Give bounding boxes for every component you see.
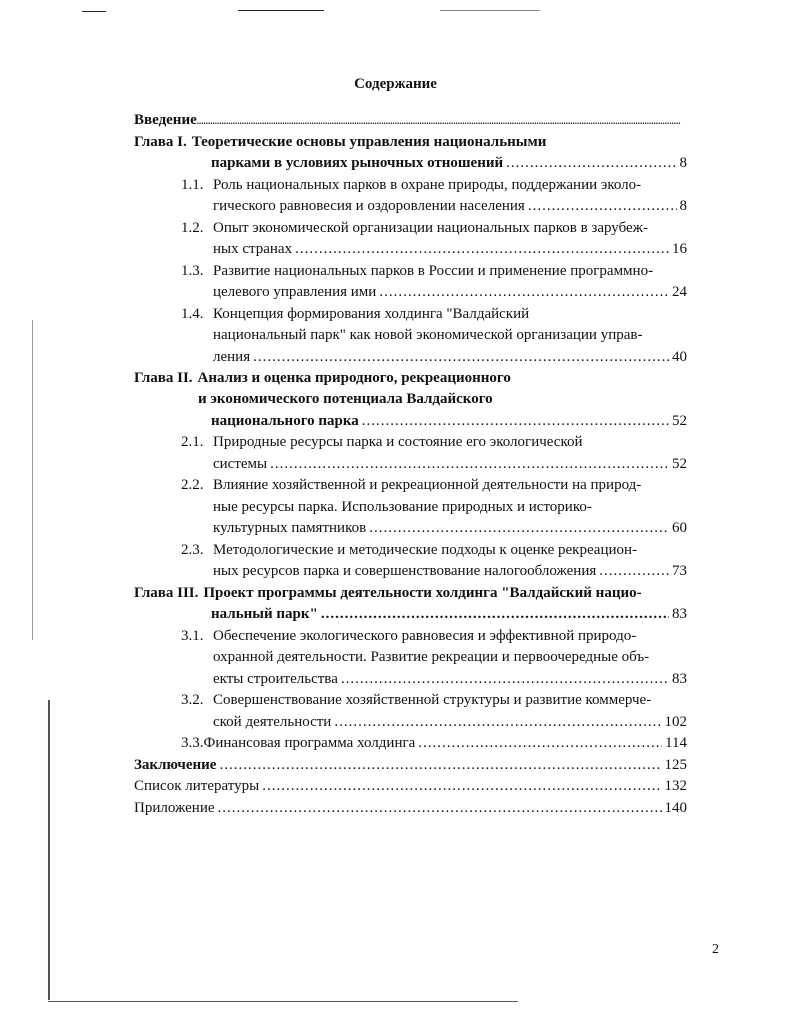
toc-page-number: 16 [672, 241, 687, 257]
toc-section-title: екты строительства [213, 671, 338, 687]
toc-leader [334, 712, 661, 732]
toc-section-number: 2.3. [181, 542, 204, 558]
toc-section-1-1-line-1 [181, 175, 701, 195]
toc-section-title: ных ресурсов парка и совершенствование налогообложения [213, 563, 597, 579]
toc-chapter-label: Глава II. [134, 370, 193, 386]
toc-chapter-label: Глава III. [134, 585, 199, 601]
toc-section-2-2-line-3 [213, 518, 687, 538]
toc-section-number: 3.3. [181, 735, 204, 751]
toc-page-number: 8 [679, 198, 687, 214]
toc-page-number: 140 [664, 800, 687, 816]
toc-section-title: Роль национальных парков в охране природы, поддержании эколо- [213, 177, 642, 193]
scan-mark-top-far [440, 10, 540, 11]
toc-section-number: 3.1. [181, 628, 204, 644]
toc-page-number: 52 [672, 413, 687, 429]
toc-section-2-1-line-1 [181, 432, 681, 452]
toc-section-3-2-line-2 [213, 712, 687, 732]
toc-leader [379, 282, 669, 302]
toc-section-title: Финансовая программа холдинга [203, 735, 416, 751]
toc-section-number: 2.1. [181, 434, 204, 450]
toc-leader [418, 733, 662, 753]
toc-section-title: Влияние хозяйственной и рекреационной деятельности на природ- [213, 477, 642, 493]
toc-leader [295, 239, 669, 259]
toc-section-title: ные ресурсы парка. Использование природных и историко- [213, 499, 592, 515]
toc-chapter-title: Анализ и оценка природного, рекреационного [197, 370, 511, 386]
toc-section-1-3-line-1 [181, 261, 721, 281]
toc-entry-intro [134, 110, 684, 130]
toc-section-number: 3.2. [181, 692, 204, 708]
toc-section-1-4-line-1 [181, 304, 701, 324]
page-number: 2 [712, 942, 719, 957]
toc-section-title: Опыт экономической организации национальных парков в зарубеж- [213, 220, 649, 236]
toc-chapter-1-line-1 [134, 132, 684, 152]
toc-leader [362, 411, 669, 431]
toc-entry-text: Приложение [134, 800, 215, 816]
toc-section-number: 1.3. [181, 263, 204, 279]
toc-page-number: 83 [672, 606, 687, 622]
toc-page-number: 132 [664, 778, 687, 794]
toc-section-1-1-line-2 [213, 196, 687, 216]
toc-section-3-3 [181, 733, 687, 753]
toc-section-number: 1.4. [181, 306, 204, 322]
toc-section-2-3-line-1 [181, 540, 711, 560]
toc-chapter-1-line-2 [211, 153, 687, 173]
scan-mark-top-left [82, 11, 106, 12]
toc-chapter-2-line-2 [198, 389, 678, 409]
toc-section-title: ской деятельности [213, 714, 332, 730]
toc-chapter-label: Глава I. [134, 134, 187, 150]
toc-entry-text: Список литературы [134, 778, 260, 794]
toc-section-1-4-line-3 [213, 347, 687, 367]
toc-section-2-3-line-2 [213, 561, 687, 581]
toc-chapter-3-line-1 [134, 583, 714, 603]
toc-chapter-title: Теоретические основы управления национальными [191, 134, 547, 150]
toc-page-number: 8 [679, 155, 687, 171]
toc-page-number: 60 [672, 520, 687, 536]
toc-section-number: 1.2. [181, 220, 204, 236]
scan-edge-left [32, 320, 33, 640]
toc-section-3-1-line-1 [181, 626, 711, 646]
toc-section-title: Развитие национальных парков в России и применение программно- [213, 263, 654, 279]
toc-section-title: культурных памятников [213, 520, 367, 536]
toc-entry-conclusion [134, 755, 687, 775]
toc-leader [599, 561, 669, 581]
toc-section-title: системы [213, 456, 268, 472]
toc-chapter-3-line-2 [211, 604, 687, 624]
toc-leader [262, 776, 661, 796]
page-title: Содержание [354, 76, 437, 92]
toc-section-title: Обеспечение экологического равновесия и эффективной природо- [213, 628, 637, 644]
toc-leader [253, 347, 669, 367]
toc-section-number: 2.2. [181, 477, 204, 493]
toc-leader [369, 518, 669, 538]
toc-chapter-title: парками в условиях рыночных отношений [211, 155, 504, 171]
toc-chapter-2-line-3 [211, 411, 687, 431]
toc-entry-appendix [134, 798, 687, 818]
scan-edge-bottom [48, 1001, 518, 1002]
toc-leader [528, 196, 677, 216]
toc-section-title: ных странах [213, 241, 293, 257]
toc-section-1-2-line-1 [181, 218, 711, 238]
toc-entry-bibliography [134, 776, 687, 796]
scan-edge-left-lower [48, 700, 50, 1000]
toc-section-1-4-line-2 [213, 325, 713, 345]
toc-leader [270, 454, 669, 474]
toc-section-title: охранной деятельности. Развитие рекреации и первоочередные объ- [213, 649, 650, 665]
toc-entry-text: Заключение [134, 757, 217, 773]
toc-chapter-title: и экономического потенциала Валдайского [198, 391, 493, 407]
toc-section-title: национальный парк" как новой экономической организации управ- [213, 327, 643, 343]
toc-section-3-1-line-3 [213, 669, 687, 689]
toc-section-title: Природные ресурсы парка и состояние его экологической [213, 434, 583, 450]
scan-mark-top-right [238, 10, 324, 11]
toc-section-3-1-line-2 [213, 647, 713, 667]
toc-section-2-1-line-2 [213, 454, 687, 474]
toc-page-number: 102 [664, 714, 687, 730]
toc-page-number: 40 [672, 349, 687, 365]
toc-page-number: 24 [672, 284, 687, 300]
toc-page-number: 83 [672, 671, 687, 687]
toc-entry-text: Введение [134, 112, 197, 128]
toc-leader [321, 604, 669, 624]
toc-chapter-title: Проект программы деятельности холдинга "Валдайский нацио- [203, 585, 642, 601]
toc-section-title: Совершенствование хозяйственной структуры и развитие коммерче- [213, 692, 652, 708]
toc-section-title: целевого управления ими [213, 284, 377, 300]
toc-page-number: 52 [672, 456, 687, 472]
toc-section-1-3-line-2 [213, 282, 687, 302]
toc-leader [341, 669, 669, 689]
toc-section-1-2-line-2 [213, 239, 687, 259]
toc-section-number: 1.1. [181, 177, 204, 193]
toc-chapter-2-line-1 [134, 368, 684, 388]
toc-section-title: Методологические и методические подходы к оценке рекреацион- [213, 542, 638, 558]
toc-section-title: гического равновесия и оздоровлении населения [213, 198, 525, 214]
toc-section-title: ления [213, 349, 251, 365]
toc-section-2-2-line-1 [181, 475, 711, 495]
toc-section-2-2-line-2 [213, 497, 693, 517]
toc-leader [197, 111, 681, 131]
toc-leader [219, 755, 661, 775]
toc-chapter-title: нальный парк" [211, 606, 318, 622]
toc-leader [506, 153, 676, 173]
toc-page-number: 73 [672, 563, 687, 579]
toc-page-number: 125 [664, 757, 687, 773]
toc-section-title: Концепция формирования холдинга "Валдайский [213, 306, 530, 322]
toc-leader [218, 798, 662, 818]
toc-page-number: 114 [665, 735, 687, 751]
toc-section-3-2-line-1 [181, 690, 721, 710]
toc-chapter-title: национального парка [211, 413, 359, 429]
